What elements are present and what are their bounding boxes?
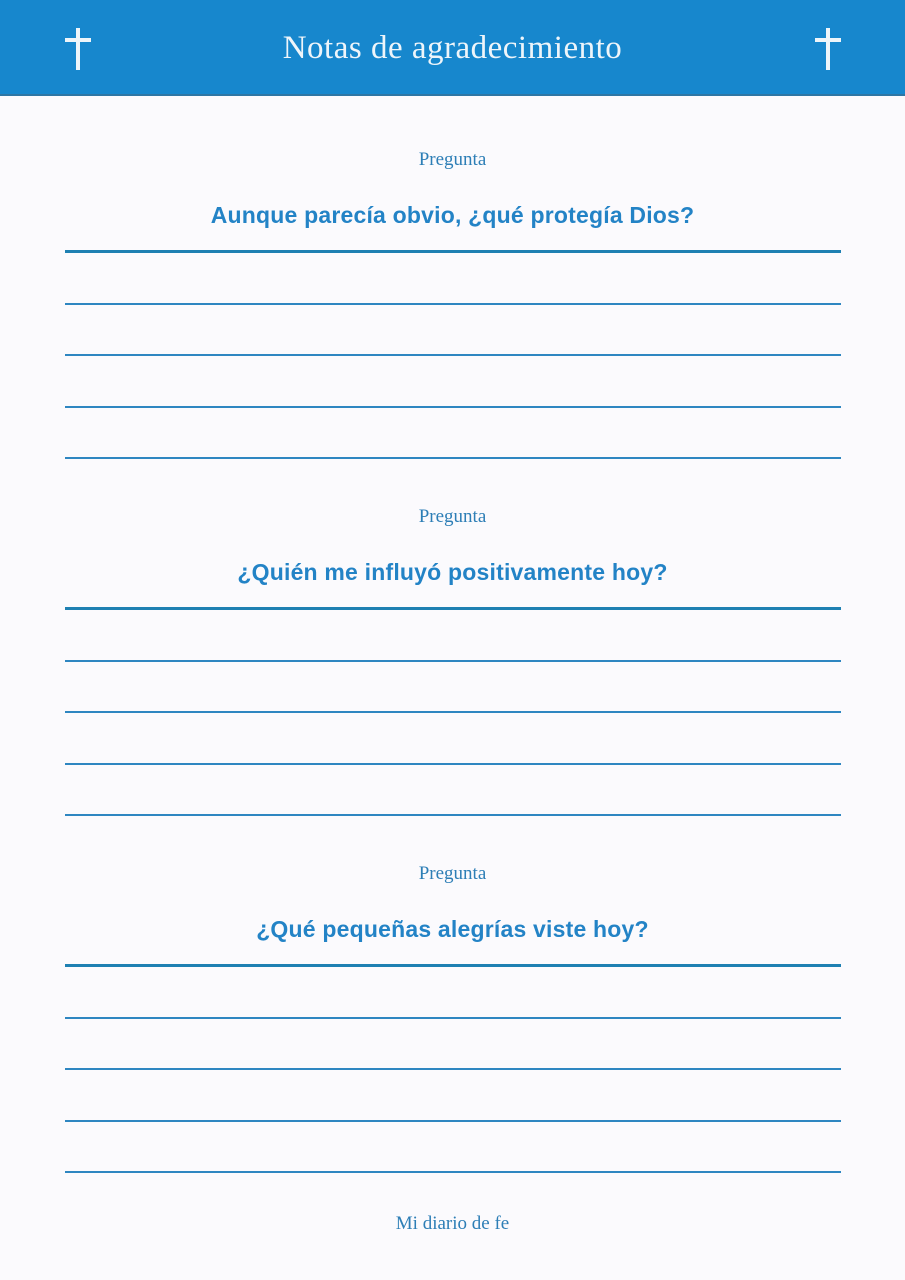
journal-page <box>0 148 905 1235</box>
section-label: Pregunta <box>418 506 487 527</box>
writing-line <box>65 1017 841 1019</box>
writing-line <box>65 303 841 305</box>
footer-text: Mi diario de fe <box>395 1213 510 1234</box>
writing-lines <box>65 607 841 816</box>
writing-line <box>65 660 841 662</box>
prompt-section <box>0 505 905 816</box>
writing-line <box>65 711 841 713</box>
page-title: Notas de agradecimiento <box>282 30 623 66</box>
writing-line <box>65 1171 841 1173</box>
writing-line <box>65 457 841 459</box>
section-label: Pregunta <box>418 149 487 170</box>
question-text: ¿Quién me influyó positivamente hoy? <box>237 559 668 585</box>
prompt-section <box>0 862 905 1173</box>
writing-line <box>65 1068 841 1070</box>
prompt-section <box>0 148 905 459</box>
question-text: Aunque parecía obvio, ¿qué protegía Dios? <box>210 202 695 228</box>
writing-line <box>65 1120 841 1122</box>
writing-line <box>65 250 841 253</box>
writing-lines <box>65 964 841 1173</box>
writing-line <box>65 814 841 816</box>
writing-line <box>65 763 841 765</box>
writing-lines <box>65 250 841 459</box>
writing-line <box>65 354 841 356</box>
header <box>0 0 905 96</box>
writing-line <box>65 406 841 408</box>
question-text: ¿Qué pequeñas alegrías viste hoy? <box>256 916 649 942</box>
section-label: Pregunta <box>418 863 487 884</box>
writing-line <box>65 964 841 967</box>
writing-line <box>65 607 841 610</box>
cross-icon <box>815 28 841 70</box>
